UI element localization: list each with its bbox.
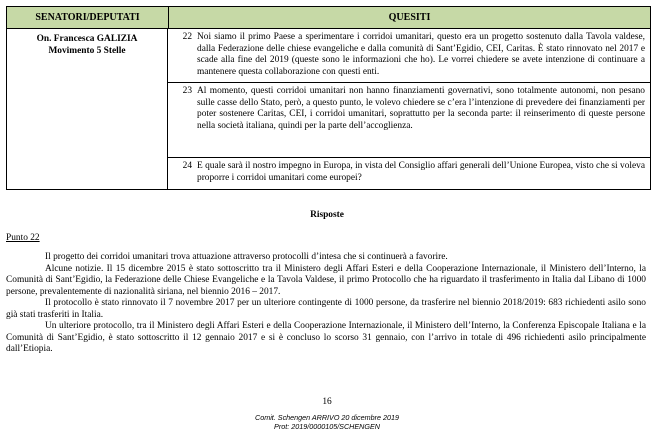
senator-party: Movimento 5 Stelle xyxy=(48,46,126,56)
senator-cell xyxy=(7,29,168,189)
footer-line-arrivo: Comit. Schengen ARRIVO 20 dicembre 2019 xyxy=(255,413,399,422)
question-text: E quale sarà il nostro impegno in Europa, in vista del Consiglio affari generali dell’Unione Europea, visto che si voleva proporre i corridoi umanitari come europei? xyxy=(197,161,645,183)
answer-paragraph: Il progetto dei corridoi umanitari trova attuazione attraverso protocolli d’intesa che si continuerà a favorire. xyxy=(45,252,448,262)
footer-line-protocollo: Prot: 2019/0000105/SCHENGEN xyxy=(274,421,380,431)
answer-paragraph: Un ulteriore protocollo, tra il Ministero degli Affari Esteri e della Cooperazione Internazionale, il Ministero dell’Interno, la Conferenza Episcopale Italiana e la Comunità di Sant’Egidio, è stato sottoscritto il 12 gennaio 2017 e si è concluso lo scorso 31 gennaio, con l’arrivo in totale di 496 richiedenti asilo principalmente dall’Etiopia. xyxy=(6,321,646,354)
punto-label: Punto 22 xyxy=(6,233,40,243)
table-header xyxy=(7,7,650,29)
table-body xyxy=(7,29,650,189)
header-quesiti: QUESITI xyxy=(388,12,431,23)
header-senatori-deputati: SENATORI/DEPUTATI xyxy=(7,7,169,28)
question-row xyxy=(168,158,650,189)
question-number: 24 xyxy=(182,161,192,171)
question-text: Al momento, questi corridoi umanitari non hanno finanziamenti governativi, sono totalmente autonomi, non pesano sulle casse dello Stato, però, a questo punto, le volevo chiedere se c’era l’intenzione di prevedere dei finanziamenti per poter sostenere Caritas, CEI, i corridoi umanitari, soprattutto per la seconda parte: il reinserimento di queste persone nella società italiana, quindi per la parte dell’accoglienza. xyxy=(197,86,645,131)
questions-column xyxy=(168,29,650,189)
question-number: 22 xyxy=(182,32,192,42)
question-row xyxy=(168,83,650,158)
answer-paragraph: Il protocollo è stato rinnovato il 7 novembre 2017 per un ulteriore contingente di 1000 persone, da trasferire nel biennio 2018/2019: 683 richiedenti asilo sono già stati trasferiti in Italia. xyxy=(6,298,646,320)
answer-paragraph: Alcune notizie. Il 15 dicembre 2015 è stato sottoscritto tra il Ministero degli Affari Esteri e della Cooperazione Internazionale, il Ministero dell’Interno, la Comunità di Sant’Egidio, la Federazione delle Chiese Evangeliche e la Tavola Valdese, il primo Protocollo che ha riguardato il trasferimento in Italia dal Libano di 1000 persone, prevalentemente di nazionalità siriana, nel biennio 2016 – 2017. xyxy=(6,263,646,297)
risposte-heading: Risposte xyxy=(310,210,344,220)
question-number: 23 xyxy=(182,86,192,96)
senator-name: On. Francesca GALIZIA xyxy=(36,34,138,44)
question-row xyxy=(168,29,650,83)
answer-body xyxy=(6,252,646,356)
footer-stamp xyxy=(0,414,654,431)
questions-table xyxy=(6,6,651,190)
page-number: 16 xyxy=(322,397,332,407)
question-text: Noi siamo il primo Paese a sperimentare i corridoi umanitari, questo era un progetto sostenuto dalla Tavola valdese, dalla Federazione delle chiese evangeliche e dalla comunità di Sant’Egidio, CEI, Caritas. È stato rinnovato nel 2017 e scade alla fine del 2019 (queste sono le informazioni che ho). Le vorrei chiedere se avete intenzione di continuare a mantenere questa collaborazione con questi enti. xyxy=(197,32,645,77)
